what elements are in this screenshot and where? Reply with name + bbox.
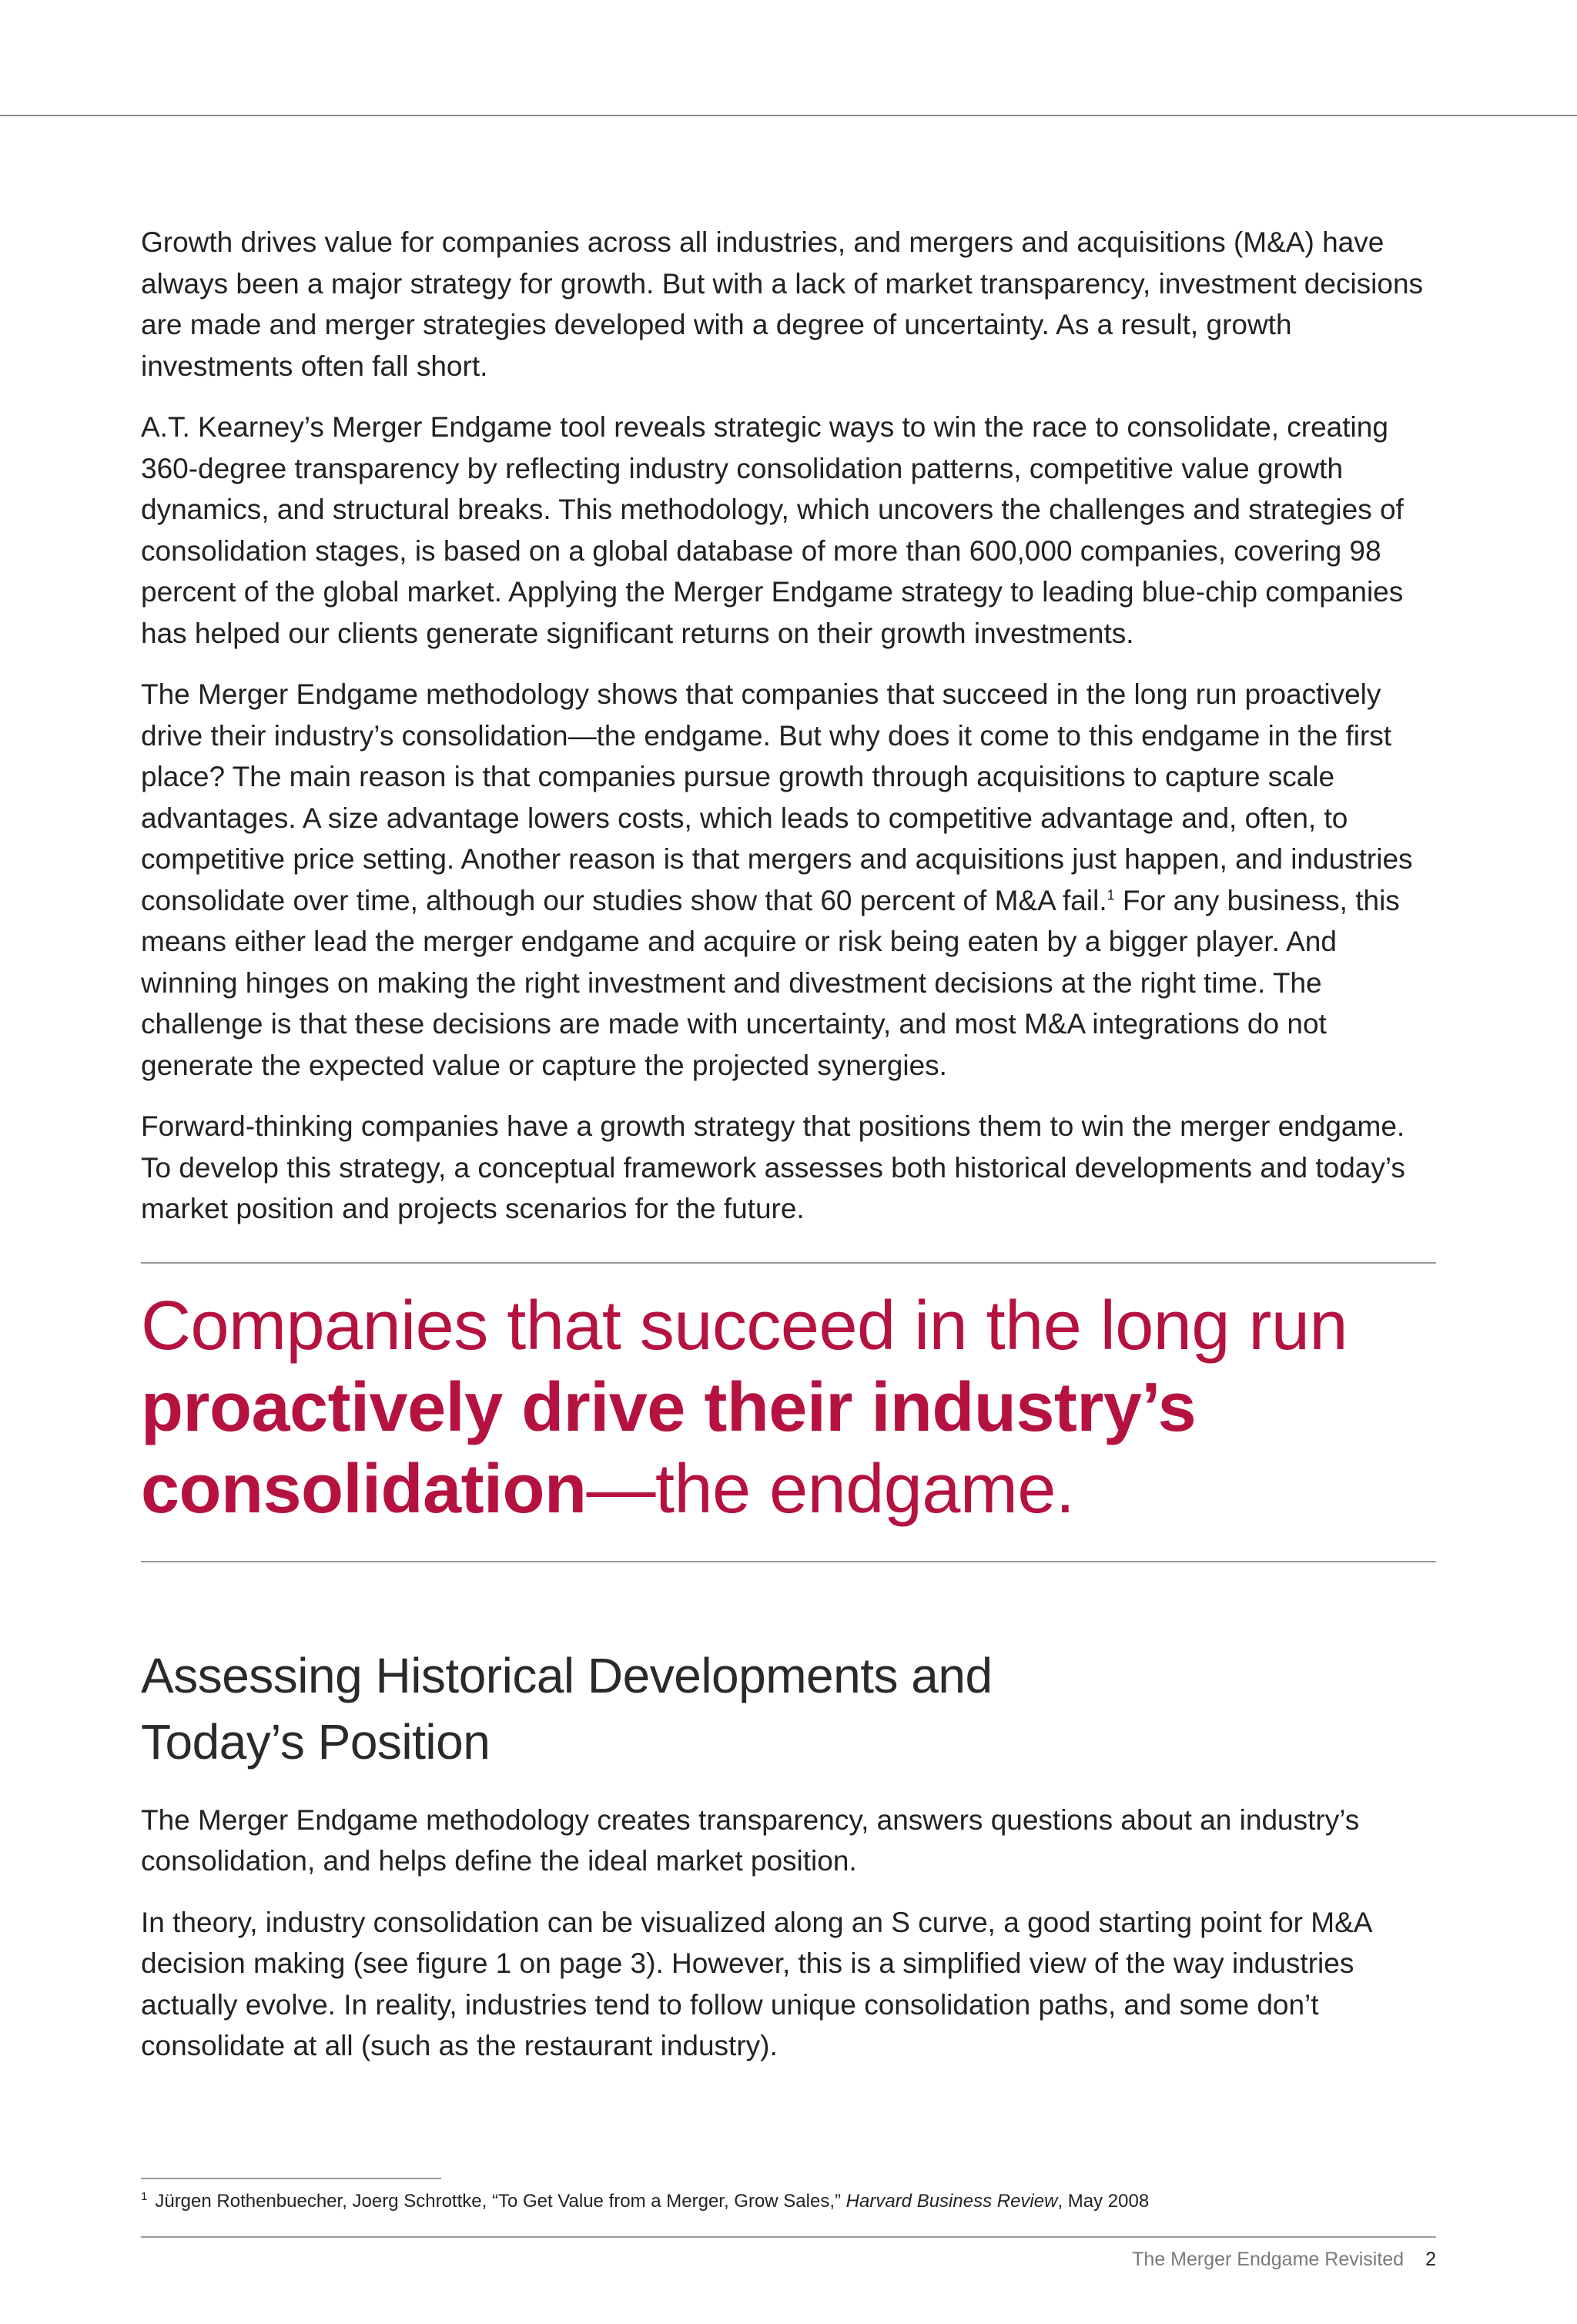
pull-quote-emphasis: proactively drive their industry’s consolidation: [141, 1368, 1197, 1528]
section-heading-line-2: Today’s Position: [141, 1713, 491, 1770]
footer-title: The Merger Endgame Revisited: [1132, 2249, 1405, 2270]
body-paragraph-4: Forward-thinking companies have a growth strategy that positions them to win the merger endgame. To develop this strategy, a conceptual framework assesses both historical developments and today’s market position and projects scenarios for the future.: [141, 1110, 1405, 1224]
body-paragraph-3-text-continued: For any business, this means either lead the merger endgame and acquire or risk being eaten by a bigger player. And winning hinges on making the right investment and divestment decisions at the right time. The challenge is that these decisions are made with uncertainty, and most M&A integrations do not generate the expected value or capture the projected synergies.: [141, 884, 1400, 1081]
body-paragraph-2: A.T. Kearney’s Merger Endgame tool reveals strategic ways to win the race to consolidate, creating 360-degree transparency by reflecting industry consolidation patterns, competitive value growth dynamics, and structural breaks. This methodology, which uncovers the challenges and strategies of consolidation stages, is based on a global database of more than 600,000 companies, covering 98 percent of the global market. Applying the Merger Endgame strategy to leading blue-chip companies has helped our clients generate significant returns on their growth investments.: [141, 411, 1404, 649]
footnote-journal: Harvard Business Review: [845, 2191, 1058, 2212]
page-number: 2: [1425, 2249, 1436, 2270]
section-paragraph-1: The Merger Endgame methodology creates transparency, answers questions about an industry’s consolidation, and helps define the ideal market position.: [141, 1803, 1360, 1877]
page-footer: [1132, 2246, 1436, 2272]
footnote: [141, 2189, 1436, 2214]
section-paragraph-2: In theory, industry consolidation can be visualized along an S curve, a good starting point for M&A decision making (see figure 1 on page 3). However, this is a simplified view of the way industries actually evolve. In reality, industries tend to follow unique consolidation paths, and some don’t consolidate at all (such as the restaurant industry).: [141, 1906, 1371, 2061]
footnote-text: Jürgen Rothenbuecher, Joerg Schrottke, “To Get Value from a Merger, Grow Sales,”: [155, 2191, 846, 2212]
body-paragraph-1: Growth drives value for companies across all industries, and mergers and acquisitions (M&A) have always been a major strategy for growth. But with a lack of market transparency, investment decisions are made and merger strategies developed with a degree of uncertainty. As a result, growth investments often fall short.: [141, 226, 1424, 382]
pull-quote-bottom-rule: [141, 1561, 1436, 1562]
pull-quote-text: Companies that succeed in the long run: [141, 1287, 1348, 1365]
footer-rule: [141, 2236, 1436, 2238]
main-content: [141, 222, 1436, 2087]
footnote-reference[interactable]: 1: [1107, 887, 1115, 903]
section-heading: [141, 1643, 1436, 1775]
section-heading-line-1: Assessing Historical Developments and: [141, 1647, 993, 1703]
footnote-number: 1: [141, 2190, 148, 2203]
header-rule: [0, 115, 1577, 116]
footnote-rule: [141, 2178, 441, 2179]
body-paragraph-3-text: The Merger Endgame methodology shows that companies that succeed in the long run proactively drive their industry’s consolidation—the endgame. But why does it come to this endgame in the first place? The main reason is that companies pursue growth through acquisitions to capture scale advantages. A size advantage lowers costs, which leads to competitive advantage and, often, to competitive price setting. Another reason is that mergers and acquisitions just happen, and industries consolidate over time, although our studies show that 60 percent of M&A fail.: [141, 678, 1413, 916]
pull-quote-ending: —the endgame.: [586, 1450, 1075, 1528]
pull-quote-top-rule: [141, 1262, 1436, 1264]
body-paragraph-3: [141, 674, 1436, 1086]
pull-quote: [141, 1285, 1436, 1530]
footnote-date: , May 2008: [1057, 2191, 1150, 2212]
